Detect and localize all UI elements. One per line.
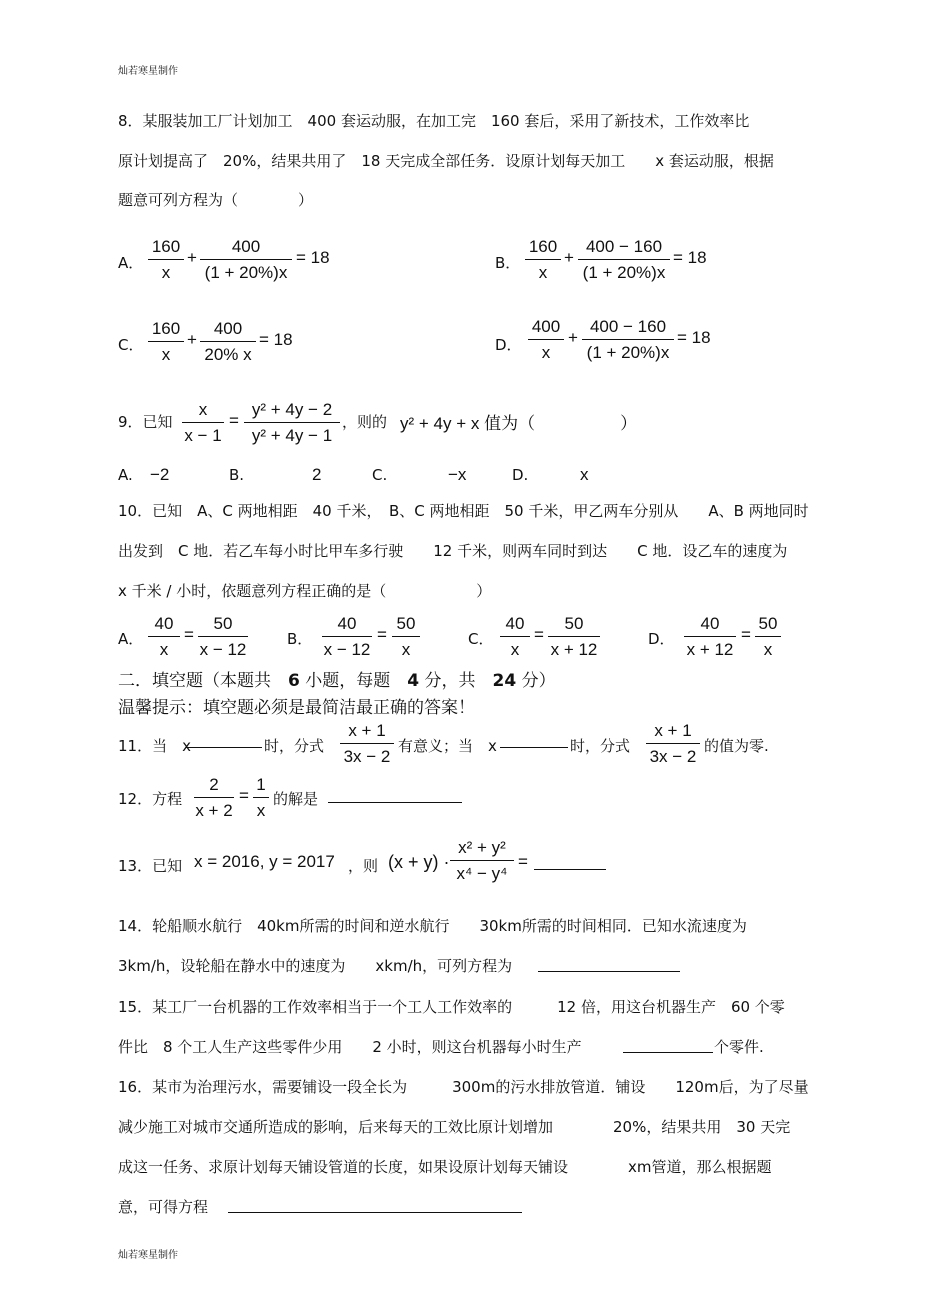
numerator: x + 1 (348, 721, 386, 740)
q16-line2: 减少施工对城市交通所造成的影响，后来每天的工效比原计划增加 20%，结果共用 30 天完 (118, 1118, 791, 1136)
denominator: 20% x (204, 345, 252, 364)
option-value: 2 (312, 465, 322, 484)
denominator: x (763, 640, 773, 659)
numerator: 40 (505, 614, 525, 633)
q11-part3: 有意义；当 x (398, 737, 497, 755)
q10-line3: x 千米 / 小时，依题意列方程正确的是（ ） (118, 582, 492, 600)
fraction (450, 838, 514, 884)
watermark-top: 灿若寒星制作 (118, 66, 178, 77)
denominator: x + 12 (550, 640, 598, 659)
numerator: 1 (256, 775, 266, 794)
q11-part2: 时，分式 (264, 737, 325, 755)
q13-lhs: (x + y) · (388, 852, 450, 872)
equals-sign: = (239, 786, 249, 805)
equals-sign: = (518, 852, 528, 871)
numerator: 400 (213, 319, 243, 338)
denominator: x + 12 (686, 640, 734, 659)
section-tip: 温馨提示：填空题必须是最简洁最正确的答案！ (118, 698, 475, 718)
denominator: x (256, 801, 266, 820)
fraction (200, 319, 256, 365)
option-value: −x (448, 465, 467, 484)
denominator: x − 1 (184, 426, 222, 445)
option-label: D. (512, 466, 529, 484)
numerator: 160 (151, 319, 181, 338)
rhs: = 18 (259, 330, 293, 349)
fraction (548, 614, 600, 660)
option-value: x (580, 465, 589, 484)
q9-expression: y² + 4y + x 值为（ ） (400, 414, 638, 433)
numerator: 40 (154, 614, 174, 633)
denominator: 3x − 2 (649, 747, 697, 766)
denominator: x − 12 (199, 640, 247, 659)
numerator: 160 (151, 237, 181, 256)
option-value: −2 (150, 465, 170, 484)
q12-part2: 的解是 (273, 790, 319, 808)
q8-line2: 原计划提高了 20%，结果共用了 18 天完成全部任务．设原计划每天加工 x 套运动服，根据 (118, 152, 774, 170)
option-label: D． (495, 336, 522, 354)
numerator: x (198, 400, 208, 419)
equals-sign: = (377, 625, 387, 644)
q13-part2: ，则 (348, 857, 379, 875)
denominator: x − 12 (323, 640, 371, 659)
section-heading: 二．填空题（本题共 6 小题，每题 4 分，共 24 分） (118, 671, 556, 691)
operator: + (568, 328, 578, 347)
fraction (253, 775, 269, 821)
fraction (182, 400, 224, 446)
answer-blank[interactable] (538, 957, 680, 972)
answer-blank[interactable] (228, 1198, 522, 1213)
q10-line1: 10．已知 A、C 两地相距 40 千米， B、C 两地相距 50 千米，甲乙两车分别从 A、B 两地同时 (118, 502, 809, 520)
fraction (525, 237, 561, 283)
fraction (148, 614, 180, 660)
numerator: 2 (209, 775, 219, 794)
option-label: A． (118, 254, 144, 272)
fraction (340, 721, 394, 767)
fraction (500, 614, 530, 660)
operator: + (187, 330, 197, 349)
rhs: = 18 (673, 248, 707, 267)
numerator: 40 (337, 614, 357, 633)
numerator: 400 (231, 237, 261, 256)
rhs: = 18 (677, 328, 711, 347)
fraction (244, 400, 340, 446)
numerator: 400 (531, 317, 561, 336)
option-label: A. (118, 466, 133, 484)
fraction (646, 721, 700, 767)
fraction (528, 317, 564, 363)
option-label: B． (287, 630, 313, 648)
fraction (392, 614, 420, 660)
denominator: x⁴ − y⁴ (456, 864, 508, 883)
q15-line2b: 个零件. (714, 1038, 764, 1056)
denominator: x (159, 640, 169, 659)
numerator: y² + 4y − 2 (251, 400, 333, 419)
answer-blank[interactable] (500, 733, 568, 748)
fraction (200, 237, 292, 283)
denominator: (1 + 20%)x (204, 263, 288, 282)
denominator: 3x − 2 (343, 747, 391, 766)
denominator: x (510, 640, 520, 659)
answer-blank[interactable] (328, 788, 462, 803)
option-label: C． (118, 336, 144, 354)
q8-line3: 题意可列方程为（ ） (118, 191, 314, 209)
numerator: 50 (564, 614, 584, 633)
q11-part4: 时，分式 (570, 737, 631, 755)
fraction (684, 614, 736, 660)
denominator: y² + 4y − 1 (251, 426, 333, 445)
q9-prefix: 9．已知 (118, 413, 173, 431)
equals-sign: = (534, 625, 544, 644)
numerator: 400 − 160 (585, 237, 663, 256)
option-label: A． (118, 630, 144, 648)
answer-blank[interactable] (534, 855, 606, 870)
denominator: (1 + 20%)x (582, 263, 666, 282)
operator: + (564, 248, 574, 267)
watermark-bottom: 灿若寒星制作 (118, 1250, 178, 1261)
q11-part1: 11．当 x (118, 737, 191, 755)
equals-sign: = (229, 411, 239, 430)
q14-line1: 14．轮船顺水航行 40km所需的时间和逆水航行 30km所需的时间相同．已知水流速度为 (118, 917, 747, 935)
numerator: x + 1 (654, 721, 692, 740)
option-label: C. (372, 466, 388, 484)
q10-line2: 出发到 C 地．若乙车每小时比甲车多行驶 12 千米，则两车同时到达 C 地．设乙车的速度为 (118, 542, 788, 560)
numerator: 40 (700, 614, 720, 633)
option-label: B． (495, 254, 521, 272)
fraction (578, 237, 670, 283)
denominator: x (538, 263, 548, 282)
q9-mid: ，则的 (342, 413, 388, 431)
operator: + (187, 248, 197, 267)
numerator: 50 (396, 614, 416, 633)
denominator: x + 2 (195, 801, 233, 820)
denominator: x (401, 640, 411, 659)
q11-part5: 的值为零. (704, 737, 769, 755)
fraction (755, 614, 781, 660)
numerator: 50 (758, 614, 778, 633)
equals-sign: = (741, 625, 751, 644)
equals-sign: = (184, 625, 194, 644)
fraction (322, 614, 372, 660)
q15-line1: 15．某工厂一台机器的工作效率相当于一个工人工作效率的 12 倍，用这台机器生产 60 个零 (118, 998, 785, 1016)
fraction (148, 237, 184, 283)
q8-line1: 8．某服装加工厂计划加工 400 套运动服，在加工完 160 套后，采用了新技术，工作效率比 (118, 112, 750, 130)
q14-line2: 3km/h，设轮船在静水中的速度为 xkm/h，可列方程为 (118, 957, 513, 975)
denominator: (1 + 20%)x (586, 343, 670, 362)
denominator: x (161, 263, 171, 282)
fraction (198, 614, 248, 660)
answer-blank[interactable] (623, 1038, 713, 1053)
fraction (194, 775, 234, 821)
numerator: x² + y² (458, 838, 506, 857)
answer-blank[interactable] (186, 733, 262, 748)
rhs: = 18 (296, 248, 330, 267)
q13-part1: 13．已知 (118, 857, 183, 875)
numerator: 400 − 160 (589, 317, 667, 336)
option-label: D． (648, 630, 675, 648)
numerator: 50 (213, 614, 233, 633)
q12-part1: 12．方程 (118, 790, 183, 808)
denominator: x (541, 343, 551, 362)
option-label: C． (468, 630, 494, 648)
option-label: B. (229, 466, 245, 484)
fraction (582, 317, 674, 363)
q13-condition: x = 2016, y = 2017 (194, 852, 335, 871)
fraction (148, 319, 184, 365)
denominator: x (161, 345, 171, 364)
numerator: 160 (528, 237, 558, 256)
q15-line2a: 件比 8 个工人生产这些零件少用 2 小时，则这台机器每小时生产 (118, 1038, 582, 1056)
q16-line3: 成这一任务、求原计划每天铺设管道的长度，如果设原计划每天铺设 xm管道，那么根据题 (118, 1158, 772, 1176)
q16-line4: 意，可得方程 (118, 1198, 209, 1216)
q16-line1: 16．某市为治理污水，需要铺设一段全长为 300m的污水排放管道．铺设 120m后，为了尽量 (118, 1078, 809, 1096)
